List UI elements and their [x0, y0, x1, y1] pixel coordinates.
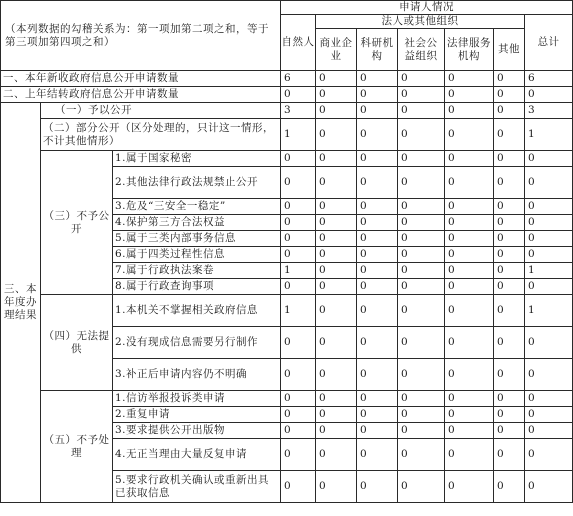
- cell-social-welfare: 0: [398, 439, 445, 471]
- item-label: 1.信访举报投诉类申请: [113, 391, 281, 407]
- cell-legal-service: 0: [445, 87, 494, 103]
- cell-other: 0: [494, 471, 525, 503]
- header-legal-group: 法人或其他组织: [316, 15, 525, 29]
- cell-natural-person: 0: [281, 359, 316, 391]
- header-row-1: [1, 1, 573, 15]
- row-label: （一）予以公开: [41, 103, 281, 119]
- cell-natural-person: 0: [281, 407, 316, 423]
- cell-natural-person: 0: [281, 327, 316, 359]
- group-label-not-disclosed: （三）不予公开: [41, 151, 113, 295]
- table-row: [1, 391, 573, 407]
- cell-research: 0: [357, 263, 398, 279]
- cell-legal-service: 0: [445, 279, 494, 295]
- cell-total: 0: [525, 327, 573, 359]
- cell-commercial: 0: [316, 199, 357, 215]
- cell-total: 0: [525, 279, 573, 295]
- cell-social-welfare: 0: [398, 119, 445, 151]
- cell-other: 0: [494, 247, 525, 263]
- cell-other: 0: [494, 71, 525, 87]
- cell-other: 0: [494, 103, 525, 119]
- cell-social-welfare: 0: [398, 103, 445, 119]
- cell-research: 0: [357, 279, 398, 295]
- cell-other: 0: [494, 423, 525, 439]
- cell-total: 6: [525, 71, 573, 87]
- item-label: 1.属于国家秘密: [113, 151, 281, 167]
- cell-total: 0: [525, 247, 573, 263]
- cell-legal-service: 0: [445, 151, 494, 167]
- cell-commercial: 0: [316, 71, 357, 87]
- cell-other: 0: [494, 327, 525, 359]
- cell-research: 0: [357, 87, 398, 103]
- item-label: 1.本机关不掌握相关政府信息: [113, 295, 281, 327]
- cell-total: 0: [525, 407, 573, 423]
- item-label: 5.要求行政机关确认或重新出具已获取信息: [113, 471, 281, 503]
- cell-legal-service: 0: [445, 439, 494, 471]
- cell-other: 0: [494, 279, 525, 295]
- cell-legal-service: 0: [445, 215, 494, 231]
- row-partial: [1, 119, 573, 151]
- cell-social-welfare: 0: [398, 151, 445, 167]
- cell-total: 0: [525, 391, 573, 407]
- cell-natural-person: 6: [281, 71, 316, 87]
- header-applicant-situation: 申请人情况: [281, 1, 573, 15]
- cell-legal-service: 0: [445, 359, 494, 391]
- row-label: （二）部分公开（区分处理的，只计这一情形，不计其他情形）: [41, 119, 281, 151]
- cell-legal-service: 0: [445, 423, 494, 439]
- cell-other: 0: [494, 215, 525, 231]
- item-label: 8.属于行政查询事项: [113, 279, 281, 295]
- item-label: 5.属于三类内部事务信息: [113, 231, 281, 247]
- cell-social-welfare: 0: [398, 327, 445, 359]
- cell-legal-service: 0: [445, 327, 494, 359]
- cell-commercial: 0: [316, 87, 357, 103]
- cell-social-welfare: 0: [398, 167, 445, 199]
- cell-research: 0: [357, 327, 398, 359]
- cell-natural-person: 0: [281, 423, 316, 439]
- cell-natural-person: 0: [281, 279, 316, 295]
- cell-commercial: 0: [316, 439, 357, 471]
- cell-other: 0: [494, 407, 525, 423]
- header-note: （本列数据的勾稽关系为：第一项加第二项之和，等于第三项加第四项之和）: [1, 1, 281, 71]
- item-label: 3.危及“三安全一稳定”: [113, 199, 281, 215]
- cell-social-welfare: 0: [398, 231, 445, 247]
- cell-other: 0: [494, 87, 525, 103]
- item-label: 2.其他法律行政法规禁止公开: [113, 167, 281, 199]
- cell-legal-service: 0: [445, 119, 494, 151]
- cell-total: 0: [525, 359, 573, 391]
- cell-social-welfare: 0: [398, 263, 445, 279]
- item-label: 2.没有现成信息需要另行制作: [113, 327, 281, 359]
- cell-other: 0: [494, 295, 525, 327]
- table-row: [1, 151, 573, 167]
- cell-research: 0: [357, 423, 398, 439]
- cell-commercial: 0: [316, 391, 357, 407]
- cell-commercial: 0: [316, 295, 357, 327]
- row-new-requests: [1, 71, 573, 87]
- cell-natural-person: 0: [281, 199, 316, 215]
- cell-commercial: 0: [316, 327, 357, 359]
- cell-commercial: 0: [316, 279, 357, 295]
- cell-research: 0: [357, 391, 398, 407]
- cell-natural-person: 1: [281, 263, 316, 279]
- item-label: 3.补正后申请内容仍不明确: [113, 359, 281, 391]
- header-natural-person: 自然人: [281, 15, 316, 71]
- cell-social-welfare: 0: [398, 247, 445, 263]
- cell-total: 0: [525, 471, 573, 503]
- cell-social-welfare: 0: [398, 407, 445, 423]
- cell-legal-service: 0: [445, 247, 494, 263]
- cell-legal-service: 0: [445, 263, 494, 279]
- item-label: 4.无正当理由大量反复申请: [113, 439, 281, 471]
- cell-research: 0: [357, 151, 398, 167]
- header-commercial: 商业企业: [316, 29, 357, 71]
- cell-legal-service: 0: [445, 295, 494, 327]
- cell-commercial: 0: [316, 247, 357, 263]
- cell-natural-person: 0: [281, 247, 316, 263]
- cell-commercial: 0: [316, 423, 357, 439]
- cell-commercial: 0: [316, 231, 357, 247]
- item-label: 6.属于四类过程性信息: [113, 247, 281, 263]
- cell-research: 0: [357, 199, 398, 215]
- cell-total: 1: [525, 263, 573, 279]
- cell-other: 0: [494, 439, 525, 471]
- cell-other: 0: [494, 263, 525, 279]
- cell-natural-person: 0: [281, 151, 316, 167]
- cell-legal-service: 0: [445, 199, 494, 215]
- header-total: 总计: [525, 15, 573, 71]
- cell-commercial: 0: [316, 263, 357, 279]
- cell-other: 0: [494, 119, 525, 151]
- cell-research: 0: [357, 439, 398, 471]
- cell-other: 0: [494, 391, 525, 407]
- item-label: 2.重复申请: [113, 407, 281, 423]
- cell-legal-service: 0: [445, 71, 494, 87]
- cell-research: 0: [357, 407, 398, 423]
- group-label-cannot-provide: （四）无法提供: [41, 295, 113, 391]
- cell-commercial: 0: [316, 151, 357, 167]
- cell-commercial: 0: [316, 119, 357, 151]
- cell-commercial: 0: [316, 167, 357, 199]
- row-granted: [1, 103, 573, 119]
- cell-social-welfare: 0: [398, 359, 445, 391]
- cell-other: 0: [494, 199, 525, 215]
- item-label: 3.要求提供公开出版物: [113, 423, 281, 439]
- header-other: 其他: [494, 29, 525, 71]
- item-label: 7.属于行政执法案卷: [113, 263, 281, 279]
- cell-other: 0: [494, 231, 525, 247]
- cell-social-welfare: 0: [398, 71, 445, 87]
- header-legal-service: 法律服务机构: [445, 29, 494, 71]
- cell-total: 3: [525, 103, 573, 119]
- cell-total: 0: [525, 423, 573, 439]
- cell-legal-service: 0: [445, 407, 494, 423]
- cell-legal-service: 0: [445, 103, 494, 119]
- cell-research: 0: [357, 295, 398, 327]
- cell-research: 0: [357, 215, 398, 231]
- cell-research: 0: [357, 103, 398, 119]
- row-label: 二、上年结转政府信息公开申请数量: [1, 87, 281, 103]
- cell-legal-service: 0: [445, 391, 494, 407]
- header-research: 科研机构: [357, 29, 398, 71]
- cell-total: 0: [525, 215, 573, 231]
- cell-research: 0: [357, 119, 398, 151]
- cell-social-welfare: 0: [398, 199, 445, 215]
- header-social-welfare: 社会公益组织: [398, 29, 445, 71]
- cell-total: 0: [525, 87, 573, 103]
- row-label: 一、本年新收政府信息公开申请数量: [1, 71, 281, 87]
- cell-research: 0: [357, 231, 398, 247]
- cell-legal-service: 0: [445, 471, 494, 503]
- cell-other: 0: [494, 151, 525, 167]
- cell-other: 0: [494, 359, 525, 391]
- cell-research: 0: [357, 247, 398, 263]
- cell-commercial: 0: [316, 103, 357, 119]
- cell-social-welfare: 0: [398, 279, 445, 295]
- row-carried-over: [1, 87, 573, 103]
- cell-natural-person: 0: [281, 231, 316, 247]
- cell-total: 0: [525, 439, 573, 471]
- cell-total: 0: [525, 167, 573, 199]
- cell-natural-person: 0: [281, 391, 316, 407]
- cell-natural-person: 0: [281, 471, 316, 503]
- cell-social-welfare: 0: [398, 423, 445, 439]
- cell-total: 0: [525, 199, 573, 215]
- cell-total: 1: [525, 295, 573, 327]
- section3-label: 三、本年度办理结果: [1, 103, 41, 503]
- cell-commercial: 0: [316, 215, 357, 231]
- group-label-not-processed: （五）不予处理: [41, 391, 113, 503]
- cell-legal-service: 0: [445, 231, 494, 247]
- cell-social-welfare: 0: [398, 471, 445, 503]
- cell-social-welfare: 0: [398, 87, 445, 103]
- cell-commercial: 0: [316, 471, 357, 503]
- cell-natural-person: 0: [281, 167, 316, 199]
- cell-other: 0: [494, 167, 525, 199]
- cell-legal-service: 0: [445, 167, 494, 199]
- cell-social-welfare: 0: [398, 295, 445, 327]
- cell-total: 0: [525, 231, 573, 247]
- item-label: 4.保护第三方合法权益: [113, 215, 281, 231]
- cell-total: 1: [525, 119, 573, 151]
- cell-commercial: 0: [316, 359, 357, 391]
- cell-research: 0: [357, 471, 398, 503]
- cell-natural-person: 0: [281, 87, 316, 103]
- cell-natural-person: 0: [281, 215, 316, 231]
- cell-total: 0: [525, 151, 573, 167]
- cell-research: 0: [357, 167, 398, 199]
- cell-social-welfare: 0: [398, 391, 445, 407]
- cell-research: 0: [357, 71, 398, 87]
- cell-social-welfare: 0: [398, 215, 445, 231]
- table-row: [1, 295, 573, 327]
- cell-natural-person: 0: [281, 439, 316, 471]
- cell-commercial: 0: [316, 407, 357, 423]
- cell-natural-person: 3: [281, 103, 316, 119]
- cell-natural-person: 1: [281, 295, 316, 327]
- cell-natural-person: 1: [281, 119, 316, 151]
- cell-research: 0: [357, 359, 398, 391]
